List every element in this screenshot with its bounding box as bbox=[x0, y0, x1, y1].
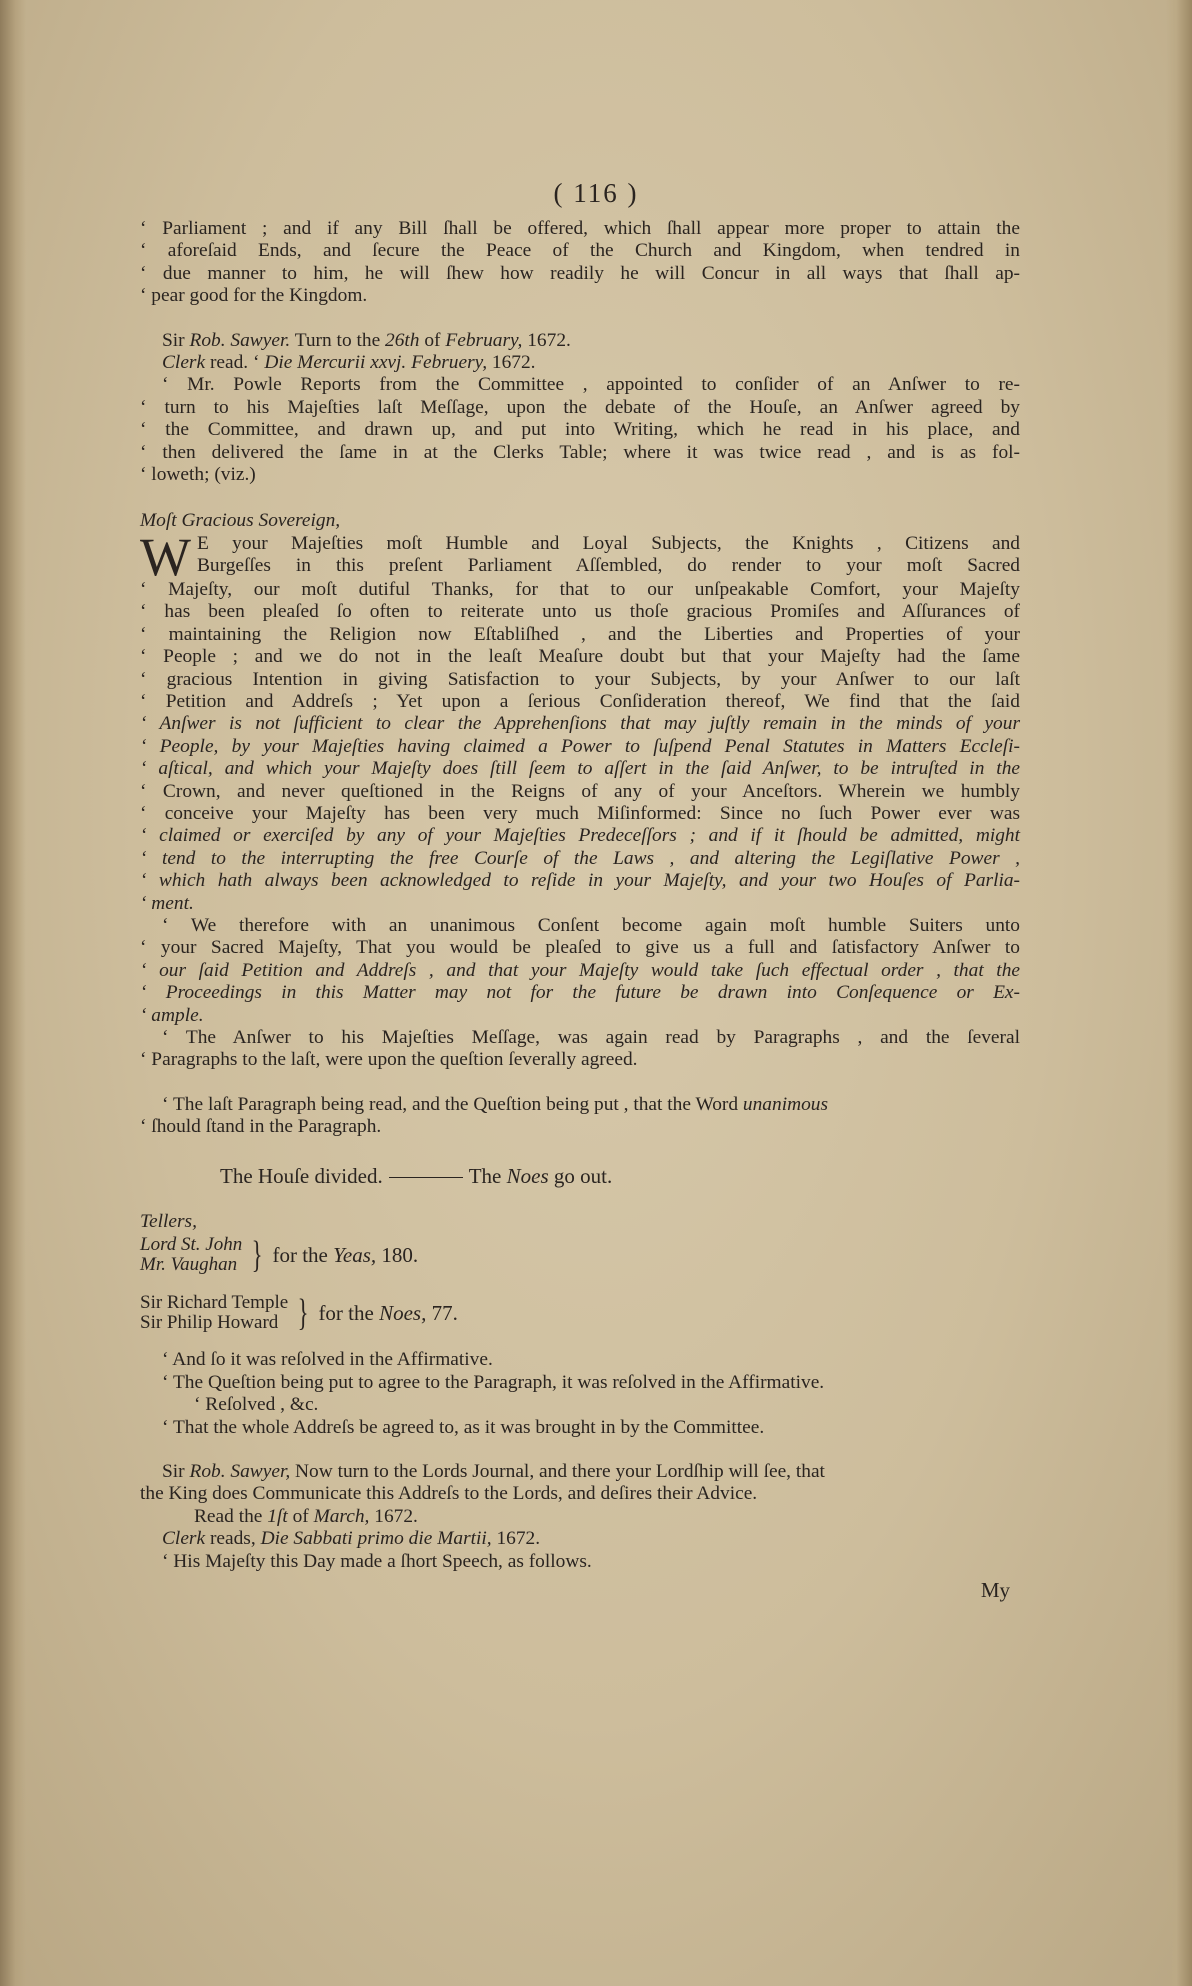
text-line: the King does Communicate this Addreſs to the Lords, and deſires their Advice. bbox=[140, 1483, 758, 1505]
text-line: ‘ Parliament ; and if any Bill ſhall be offered, which ſhall appear more proper to attain the bbox=[140, 218, 1020, 239]
text-line: ‘ We therefore with an unanimous Conſent become again moſt humble Suiters unto bbox=[162, 914, 1020, 936]
page-edge-right bbox=[1166, 0, 1192, 1986]
clerk-reads-line: Clerk reads, Die Sabbati primo die Martii, 1672. bbox=[162, 1528, 541, 1550]
text-line: ‘ Mr. Powle Reports from the Committee , appointed to conſider of an Anſwer to re- bbox=[162, 374, 1020, 396]
text-line: ‘ Crown, and never queſtioned in the Reigns of any of your Anceſtors. Wherein we humbly bbox=[140, 780, 1020, 802]
teller-name: Sir Philip Howard bbox=[140, 1312, 279, 1334]
tellers-heading: Tellers, bbox=[140, 1211, 197, 1233]
text-line: E your Majeſties moſt Humble and Loyal Subjects, the Knights , Citizens and bbox=[196, 532, 1020, 554]
noes-count: 77. bbox=[426, 1301, 458, 1326]
speaker-name: Rob. Sawyer. bbox=[189, 329, 291, 351]
yeas-count: 180. bbox=[376, 1243, 419, 1268]
house-divided-line: The Houſe divided. The Noes go out. bbox=[220, 1163, 613, 1188]
text-line: ‘ gracious Intention in giving Satisfaction to your Subjects, by your Anſwer to our laſt bbox=[140, 668, 1020, 690]
text-line: ‘ ſhould ſtand in the Paragraph. bbox=[140, 1116, 382, 1138]
drop-capital: W bbox=[140, 532, 191, 579]
text-line: ‘ claimed or exerciſed by any of your Majeſties Predeceſſors ; and if it ſhould be admitted, might bbox=[140, 825, 1020, 847]
body-text bbox=[140, 218, 1020, 1602]
text-line: ‘ then delivered the ſame in at the Clerks Table; where it was twice read , and is as fol- bbox=[140, 441, 1020, 463]
text-line: Sir Rob. Sawyer, Now turn to the Lords Journal, and there your Lordſhip will ſee, that bbox=[162, 1461, 825, 1483]
text-line: ‘ our ſaid Petition and Addreſs , and that your Majeſty would take ſuch effectual order , that the bbox=[140, 959, 1020, 981]
page-number: ( 116 ) bbox=[553, 178, 639, 208]
clerk-read-line: Clerk read. ‘ Die Mercurii xxvj. Februery, 1672. bbox=[162, 352, 536, 374]
text-line: ‘ aforeſaid Ends, and ſecure the Peace of the Church and Kingdom, when tendred in bbox=[140, 240, 1020, 262]
text-line: ‘ The laſt Paragraph being read, and the Queſtion being put , that the Word unanimous bbox=[162, 1093, 829, 1115]
text-line: ‘ Paragraphs to the laſt, were upon the queſtion ſeverally agreed. bbox=[140, 1049, 638, 1071]
text-line: ‘ ment. bbox=[140, 892, 194, 914]
answer-paragraph bbox=[140, 1027, 1020, 1072]
sawyer-turn-line: Sir Rob. Sawyer. Turn to the 26th of February, 1672. bbox=[162, 329, 571, 351]
text-line: ‘ maintaining the Religion now Eſtabliſhed , and the Liberties and Properties of your bbox=[140, 623, 1020, 645]
text-line: ‘ Anſwer is not ſufficient to clear the Apprehenſions that may juſtly remain in the minds of your bbox=[140, 713, 1020, 735]
brace-glyph: } bbox=[297, 1292, 309, 1335]
text-line: ‘ Majeſty, our moſt dutiful Thanks, for that to our unſpeakable Comfort, your Majeſty bbox=[140, 578, 1020, 600]
sawyer-lords-journal bbox=[140, 1461, 1020, 1506]
text-line: ‘ has been pleaſed ſo often to reiterate unto us thoſe gracious Promiſes and Aſſurances of bbox=[140, 601, 1020, 623]
paragraph-continuation bbox=[140, 218, 1020, 308]
text-line: ‘ Proceedings in this Matter may not for the future be drawn into Conſequence or Ex- bbox=[140, 982, 1020, 1004]
text-line: Burgeſſes in this preſent Parliament Aſſembled, do render to your moſt Sacred bbox=[196, 555, 1020, 577]
teller-name: Sir Richard Temple bbox=[140, 1292, 289, 1314]
text-line: ‘ And ſo it was reſolved in the Affirmative. bbox=[162, 1349, 493, 1371]
dash-rule bbox=[389, 1177, 463, 1178]
teller-name: Lord St. John bbox=[140, 1234, 243, 1256]
teller-name: Mr. Vaughan bbox=[140, 1254, 238, 1276]
address-paragraph bbox=[140, 533, 1020, 915]
text-line: ‘ People ; and we do not in the leaſt Meaſure doubt but that your Majeſty had the ſame bbox=[140, 646, 1020, 668]
text-line: ‘ The Queſtion being put to agree to the Paragraph, it was reſolved in the Affirmative. bbox=[162, 1371, 825, 1393]
salutation: Moſt Gracious Sovereign, bbox=[140, 510, 341, 532]
read-march-line: Read the 1ſt of March, 1672. bbox=[194, 1505, 418, 1527]
committee-report bbox=[140, 374, 1020, 486]
text-line: ‘ ample. bbox=[140, 1004, 204, 1026]
resolutions bbox=[140, 1349, 1020, 1439]
last-paragraph bbox=[140, 1094, 1020, 1139]
text-line: ‘ the Committee, and drawn up, and put into Writing, which he read in his place, and bbox=[140, 419, 1020, 441]
text-line: ‘ conceive your Majeſty has been very much Miſinformed: Since no ſuch Power ever was bbox=[140, 802, 1020, 824]
text-line: ‘ Petition and Addreſs ; Yet upon a ſerious Conſideration thereof, We find that the ſaid bbox=[140, 690, 1020, 712]
text-line: ‘ pear good for the Kingdom. bbox=[140, 285, 368, 307]
tellers-yeas: Lord St. John Mr. Vaughan } for the Yeas, 180. bbox=[140, 1234, 419, 1277]
text-line: ‘ Reſolved , &c. bbox=[194, 1394, 319, 1416]
tellers-noes: Sir Richard Temple Sir Philip Howard } for the Noes, 77. bbox=[140, 1292, 458, 1335]
text-line: ‘ tend to the interrupting the free Courſe of the Laws , and altering the Legiſlative Power , bbox=[140, 847, 1020, 869]
text-line: ‘ turn to his Majeſties laſt Meſſage, upon the debate of the Houſe, an Anſwer agreed by bbox=[140, 396, 1020, 418]
text-line: ‘ due manner to him, he will ſhew how readily he will Concur in all ways that ſhall ap- bbox=[140, 262, 1020, 284]
text-line: ‘ The Anſwer to his Majeſties Meſſage, was again read by Paragraphs , and the ſeveral bbox=[162, 1027, 1020, 1048]
text-line: ‘ People, by your Majeſties having claimed a Power to ſuſpend Penal Statutes in Matters Eccleſi- bbox=[140, 735, 1020, 757]
address-request-paragraph bbox=[140, 915, 1020, 1027]
speech-line: ‘ His Majeſty this Day made a ſhort Speech, as follows. bbox=[162, 1550, 592, 1572]
page-edge-left bbox=[0, 0, 26, 1986]
text-line: ‘ loweth; (viz.) bbox=[140, 464, 256, 486]
text-line: ‘ your Sacred Majeſty, That you would be pleaſed to give us a full and ſatisfactory Anſwer to bbox=[140, 937, 1020, 959]
text-line: ‘ aſtical, and which your Majeſty does ſtill ſeem to aſſert in the ſaid Anſwer, to be intruſted in the bbox=[140, 758, 1020, 780]
text-line: ‘ which hath always been acknowledged to reſide in your Majeſty, and your two Houſes of Parlia- bbox=[140, 870, 1020, 892]
catchword: My bbox=[980, 1578, 1010, 1603]
brace-glyph: } bbox=[251, 1234, 263, 1277]
text-line: ‘ That the whole Addreſs be agreed to, as it was brought in by the Committee. bbox=[162, 1416, 765, 1438]
